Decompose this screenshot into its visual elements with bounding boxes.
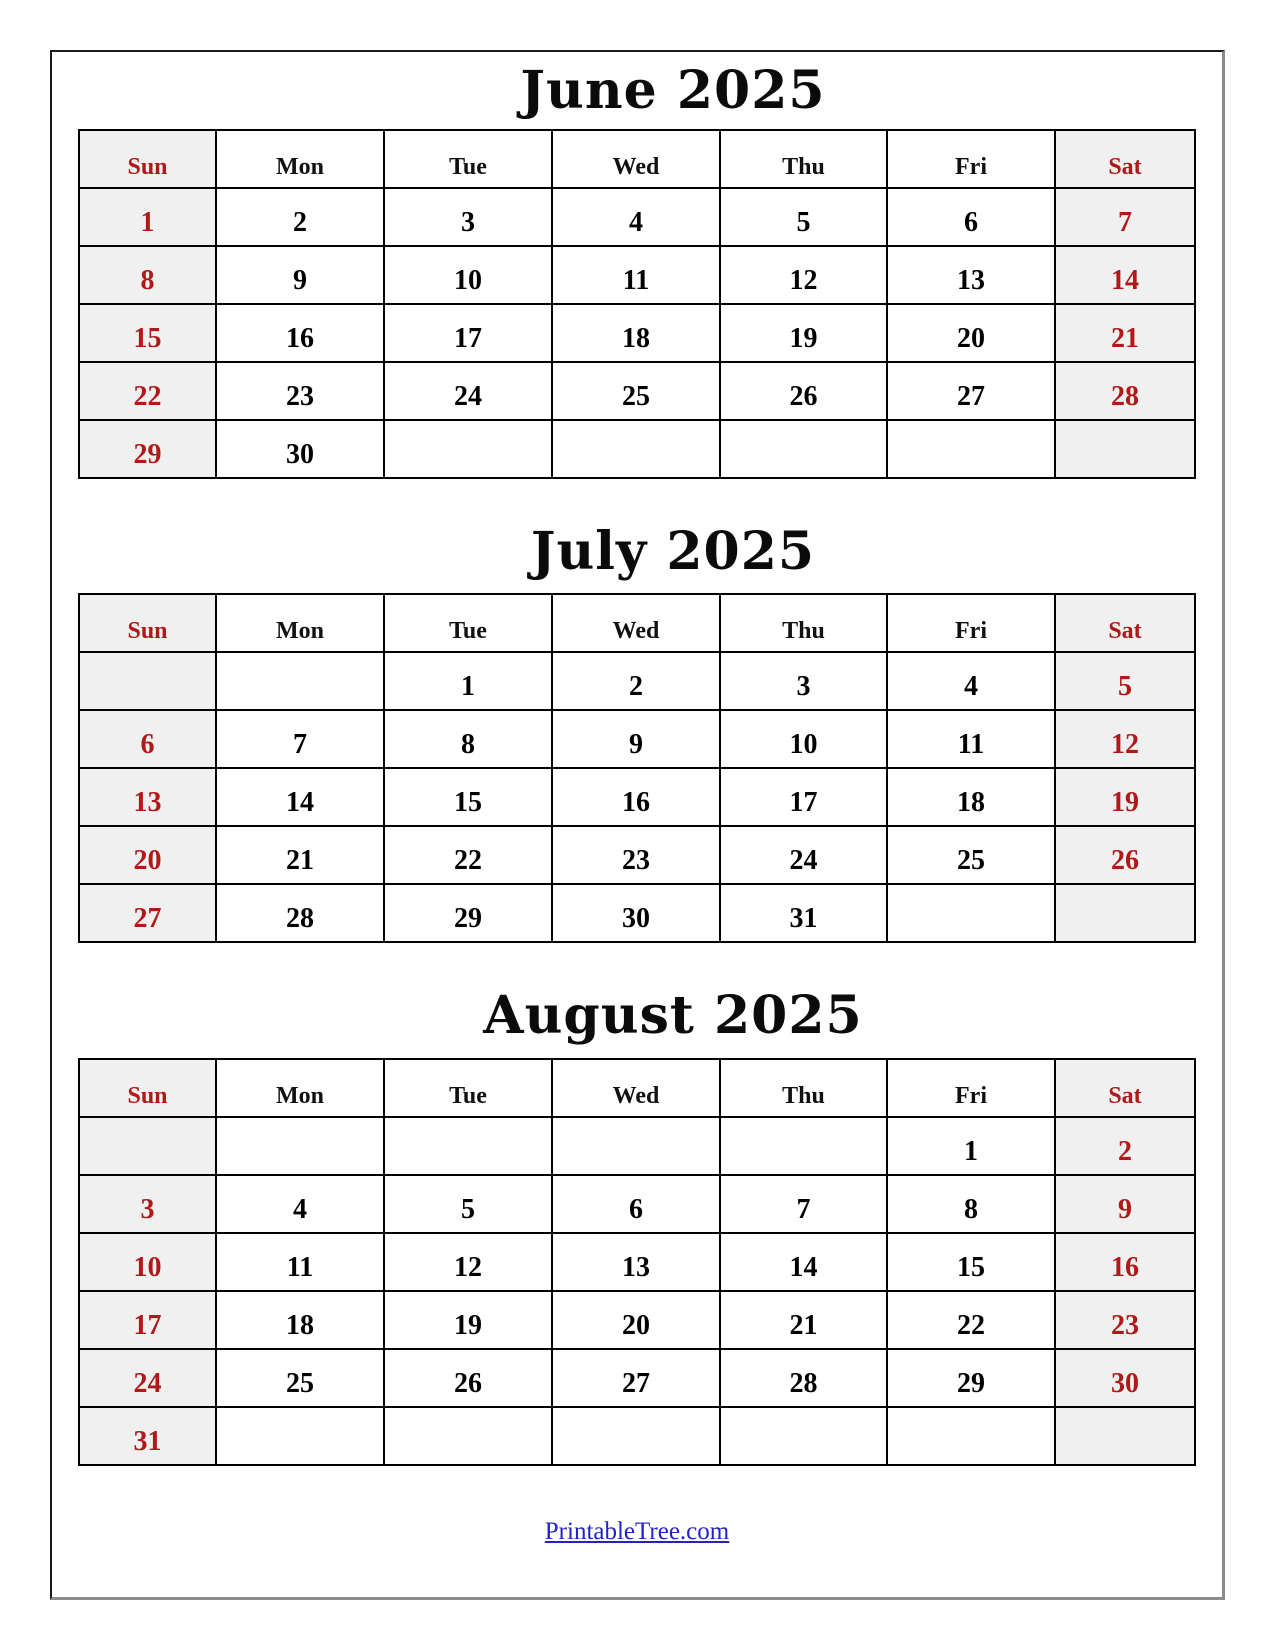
- day-cell-24: 24: [720, 826, 887, 884]
- week-row: [79, 420, 1195, 478]
- day-cell-19: 19: [384, 1291, 552, 1349]
- day-cell-empty: [552, 1407, 720, 1465]
- day-cell-31: 31: [720, 884, 887, 942]
- day-cell-27: 27: [552, 1349, 720, 1407]
- day-cell-12: 12: [384, 1233, 552, 1291]
- day-cell-empty: [384, 1117, 552, 1175]
- day-cell-1: 1: [384, 652, 552, 710]
- day-cell-8: 8: [79, 246, 216, 304]
- weekday-header-wed: Wed: [552, 594, 720, 652]
- week-row: [79, 652, 1195, 710]
- calendar-section-june: [52, 52, 1222, 479]
- day-cell-empty: [384, 420, 552, 478]
- day-cell-18: 18: [216, 1291, 384, 1349]
- day-cell-empty: [384, 1407, 552, 1465]
- day-cell-11: 11: [552, 246, 720, 304]
- week-row: [79, 188, 1195, 246]
- weekday-header-thu: Thu: [720, 130, 887, 188]
- day-cell-2: 2: [1055, 1117, 1195, 1175]
- day-cell-21: 21: [216, 826, 384, 884]
- week-row: [79, 246, 1195, 304]
- weekday-header-sat: Sat: [1055, 1059, 1195, 1117]
- calendar-title-june: June 2025: [520, 60, 826, 121]
- day-cell-27: 27: [79, 884, 216, 942]
- weekday-header-mon: Mon: [216, 130, 384, 188]
- week-row: [79, 1117, 1195, 1175]
- day-cell-14: 14: [216, 768, 384, 826]
- weekday-header-sat: Sat: [1055, 594, 1195, 652]
- day-cell-18: 18: [887, 768, 1055, 826]
- calendar-section-august: [52, 943, 1222, 1466]
- day-cell-empty: [1055, 1407, 1195, 1465]
- day-cell-4: 4: [887, 652, 1055, 710]
- day-cell-28: 28: [720, 1349, 887, 1407]
- weekday-header-fri: Fri: [887, 594, 1055, 652]
- week-row: [79, 884, 1195, 942]
- calendar-grid-june: [78, 129, 1196, 479]
- calendar-grid-july: [78, 593, 1196, 943]
- day-cell-9: 9: [216, 246, 384, 304]
- week-row: [79, 826, 1195, 884]
- calendar-title-august: August 2025: [483, 985, 863, 1046]
- day-cell-18: 18: [552, 304, 720, 362]
- day-cell-12: 12: [1055, 710, 1195, 768]
- day-cell-empty: [720, 420, 887, 478]
- weekday-header-sat: Sat: [1055, 130, 1195, 188]
- day-cell-17: 17: [720, 768, 887, 826]
- day-cell-empty: [887, 420, 1055, 478]
- calendar-grid-august: [78, 1058, 1196, 1466]
- day-cell-empty: [79, 652, 216, 710]
- day-cell-25: 25: [887, 826, 1055, 884]
- day-cell-30: 30: [1055, 1349, 1195, 1407]
- weekday-header-sun: Sun: [79, 130, 216, 188]
- day-cell-empty: [1055, 884, 1195, 942]
- calendar-section-july: [52, 479, 1222, 943]
- day-cell-24: 24: [384, 362, 552, 420]
- day-cell-26: 26: [720, 362, 887, 420]
- week-row: [79, 1407, 1195, 1465]
- day-cell-7: 7: [720, 1175, 887, 1233]
- day-cell-19: 19: [720, 304, 887, 362]
- weekday-header-wed: Wed: [552, 130, 720, 188]
- week-row: [79, 1175, 1195, 1233]
- day-cell-1: 1: [79, 188, 216, 246]
- weekday-header-tue: Tue: [384, 130, 552, 188]
- day-cell-10: 10: [384, 246, 552, 304]
- day-cell-29: 29: [887, 1349, 1055, 1407]
- week-row: [79, 304, 1195, 362]
- day-cell-25: 25: [552, 362, 720, 420]
- week-row: [79, 1291, 1195, 1349]
- day-cell-17: 17: [384, 304, 552, 362]
- day-cell-9: 9: [552, 710, 720, 768]
- day-cell-6: 6: [552, 1175, 720, 1233]
- day-cell-15: 15: [384, 768, 552, 826]
- weekday-header-mon: Mon: [216, 594, 384, 652]
- week-row: [79, 362, 1195, 420]
- calendar-page: [50, 50, 1225, 1600]
- day-cell-empty: [216, 1407, 384, 1465]
- day-cell-4: 4: [552, 188, 720, 246]
- weekday-header-thu: Thu: [720, 1059, 887, 1117]
- day-cell-21: 21: [720, 1291, 887, 1349]
- day-cell-27: 27: [887, 362, 1055, 420]
- day-cell-22: 22: [384, 826, 552, 884]
- day-cell-5: 5: [720, 188, 887, 246]
- weekday-header-tue: Tue: [384, 1059, 552, 1117]
- day-cell-16: 16: [216, 304, 384, 362]
- day-cell-14: 14: [1055, 246, 1195, 304]
- day-cell-7: 7: [1055, 188, 1195, 246]
- week-row: [79, 768, 1195, 826]
- day-cell-25: 25: [216, 1349, 384, 1407]
- day-cell-10: 10: [720, 710, 887, 768]
- day-cell-3: 3: [384, 188, 552, 246]
- day-cell-29: 29: [79, 420, 216, 478]
- day-cell-20: 20: [887, 304, 1055, 362]
- day-cell-6: 6: [79, 710, 216, 768]
- day-cell-23: 23: [216, 362, 384, 420]
- weekday-header-row: [79, 1059, 1195, 1117]
- day-cell-13: 13: [552, 1233, 720, 1291]
- day-cell-11: 11: [887, 710, 1055, 768]
- day-cell-2: 2: [216, 188, 384, 246]
- day-cell-empty: [887, 884, 1055, 942]
- weekday-header-row: [79, 130, 1195, 188]
- week-row: [79, 710, 1195, 768]
- day-cell-3: 3: [720, 652, 887, 710]
- day-cell-15: 15: [79, 304, 216, 362]
- day-cell-21: 21: [1055, 304, 1195, 362]
- day-cell-12: 12: [720, 246, 887, 304]
- day-cell-empty: [720, 1407, 887, 1465]
- day-cell-22: 22: [887, 1291, 1055, 1349]
- day-cell-1: 1: [887, 1117, 1055, 1175]
- day-cell-26: 26: [384, 1349, 552, 1407]
- day-cell-9: 9: [1055, 1175, 1195, 1233]
- day-cell-8: 8: [384, 710, 552, 768]
- day-cell-6: 6: [887, 188, 1055, 246]
- day-cell-empty: [552, 420, 720, 478]
- day-cell-empty: [79, 1117, 216, 1175]
- day-cell-24: 24: [79, 1349, 216, 1407]
- day-cell-16: 16: [1055, 1233, 1195, 1291]
- weekday-header-fri: Fri: [887, 1059, 1055, 1117]
- day-cell-28: 28: [1055, 362, 1195, 420]
- week-row: [79, 1233, 1195, 1291]
- day-cell-2: 2: [552, 652, 720, 710]
- day-cell-26: 26: [1055, 826, 1195, 884]
- day-cell-empty: [216, 652, 384, 710]
- weekday-header-wed: Wed: [552, 1059, 720, 1117]
- day-cell-17: 17: [79, 1291, 216, 1349]
- day-cell-5: 5: [384, 1175, 552, 1233]
- day-cell-empty: [720, 1117, 887, 1175]
- day-cell-23: 23: [1055, 1291, 1195, 1349]
- day-cell-4: 4: [216, 1175, 384, 1233]
- day-cell-31: 31: [79, 1407, 216, 1465]
- page-footer: [52, 1466, 1222, 1597]
- day-cell-30: 30: [216, 420, 384, 478]
- day-cell-23: 23: [552, 826, 720, 884]
- day-cell-13: 13: [79, 768, 216, 826]
- week-row: [79, 1349, 1195, 1407]
- day-cell-28: 28: [216, 884, 384, 942]
- day-cell-13: 13: [887, 246, 1055, 304]
- day-cell-10: 10: [79, 1233, 216, 1291]
- day-cell-7: 7: [216, 710, 384, 768]
- day-cell-empty: [552, 1117, 720, 1175]
- day-cell-empty: [216, 1117, 384, 1175]
- day-cell-15: 15: [887, 1233, 1055, 1291]
- day-cell-29: 29: [384, 884, 552, 942]
- day-cell-16: 16: [552, 768, 720, 826]
- weekday-header-sun: Sun: [79, 1059, 216, 1117]
- weekday-header-fri: Fri: [887, 130, 1055, 188]
- weekday-header-tue: Tue: [384, 594, 552, 652]
- day-cell-8: 8: [887, 1175, 1055, 1233]
- weekday-header-row: [79, 594, 1195, 652]
- day-cell-20: 20: [552, 1291, 720, 1349]
- calendar-title-july: July 2025: [530, 520, 816, 582]
- day-cell-20: 20: [79, 826, 216, 884]
- day-cell-14: 14: [720, 1233, 887, 1291]
- day-cell-22: 22: [79, 362, 216, 420]
- day-cell-empty: [887, 1407, 1055, 1465]
- footer-link[interactable]: PrintableTree.com: [544, 1517, 730, 1545]
- day-cell-3: 3: [79, 1175, 216, 1233]
- day-cell-empty: [1055, 420, 1195, 478]
- weekday-header-mon: Mon: [216, 1059, 384, 1117]
- day-cell-19: 19: [1055, 768, 1195, 826]
- day-cell-30: 30: [552, 884, 720, 942]
- day-cell-5: 5: [1055, 652, 1195, 710]
- day-cell-11: 11: [216, 1233, 384, 1291]
- weekday-header-sun: Sun: [79, 594, 216, 652]
- weekday-header-thu: Thu: [720, 594, 887, 652]
